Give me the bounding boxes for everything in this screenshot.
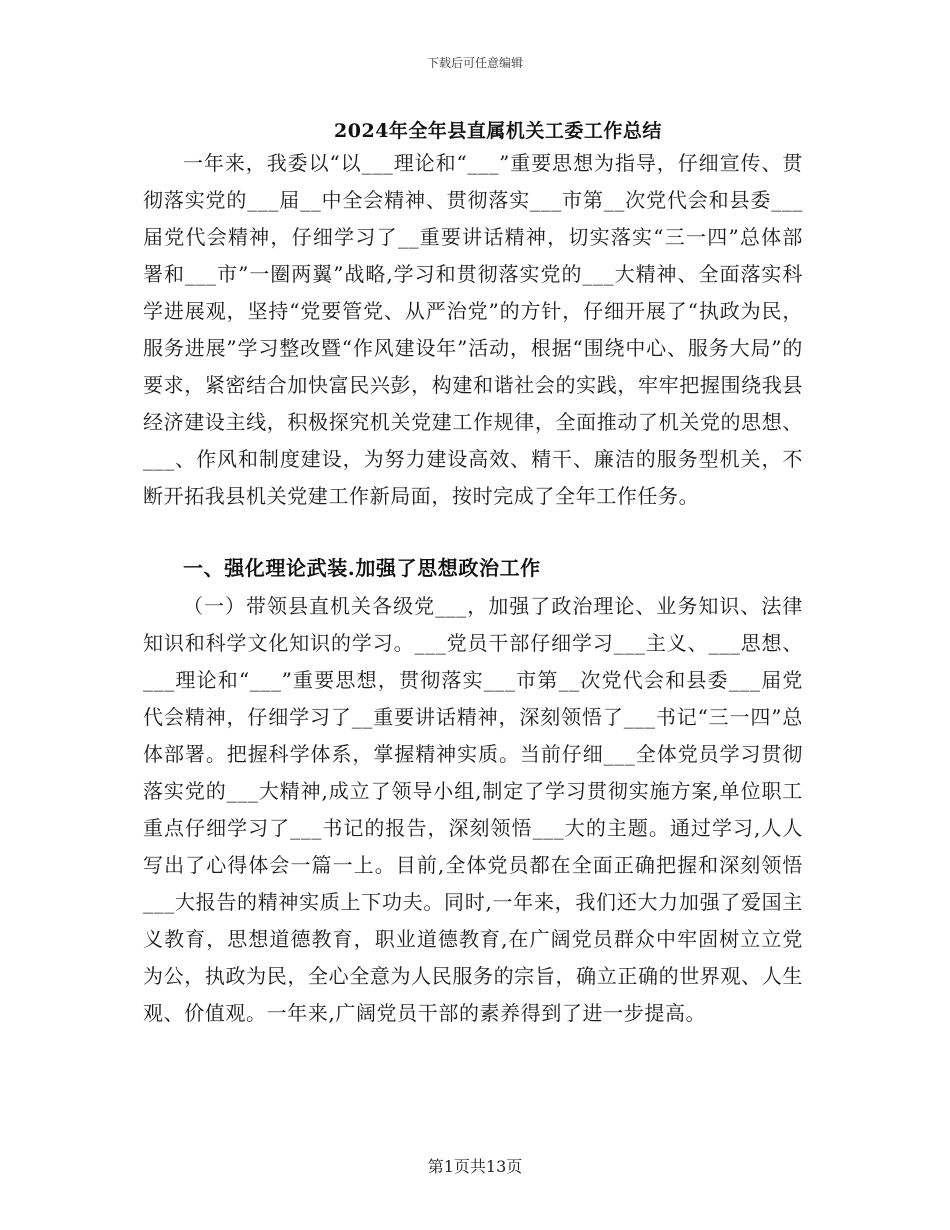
- page-number: 第1页共13页: [427, 1157, 523, 1176]
- intro-paragraph: 一年来，我委以“以___理论和“___”重要思想为指导，仔细宣传、贯彻落实党的___届__中全会精神、贯彻落实___市第__次党代会和县委___届党代会精神，仔细学习了__重要讲话精神，切实落实“三一四”总体部署和___市”一圈两翼”战略,学习和贯彻落实党的___大精神、全面落实科学进展观，坚持“党要管党、从严治党”的方针，仔细开展了“执政为民，服务进展”学习整改暨“作风建设年”活动，根据“围绕中心、服务大局”的要求，紧密结合加快富民兴彭，构建和谐社会的实践，牢牢把握围绕我县经济建设主线，积极探究机关党建工作规律，全面推动了机关党的思想、___、作风和制度建设，为努力建设高效、精干、廉洁的服务型机关，不断开拓我县机关党建工作新局面，按时完成了全年工作任务。: [143, 151, 803, 508]
- header-note: 下载后可任意编辑: [426, 56, 523, 70]
- section1-block: [143, 588, 803, 1032]
- intro-block: [143, 145, 803, 515]
- section-heading: 一、强化理论武装.加强了思想政治工作: [183, 556, 541, 580]
- section1-paragraph: （一）带领县直机关各级党___，加强了政治理论、业务知识、法律知识和科学文化知识的学习。___党员干部仔细学习___主义、___思想、___理论和“___”重要思想，贯彻落实___市第__次党代会和县委___届党代会精神，仔细学习了__重要讲话精神，深刻领悟了___书记“三一四”总体部署。把握科学体系，掌握精神实质。当前仔细___全体党员学习贯彻落实党的___大精神,成立了领导小组,制定了学习贯彻实施方案,单位职工重点仔细学习了___书记的报告，深刻领悟___大的主题。通过学习,人人写出了心得体会一篇一上。目前,全体党员都在全面正确把握和深刻领悟___大报告的精神实质上下功夫。同时,一年来，我们还大力加强了爱国主义教育，思想道德教育，职业道德教育,在广阔党员群众中牢固树立立党为公，执政为民，全心全意为人民服务的宗旨，确立正确的世界观、人生观、价值观。一年来,广阔党员干部的素养得到了进一步提高。: [143, 594, 803, 1025]
- document-title: 2024年全年县直属机关工委工作总结: [334, 120, 662, 142]
